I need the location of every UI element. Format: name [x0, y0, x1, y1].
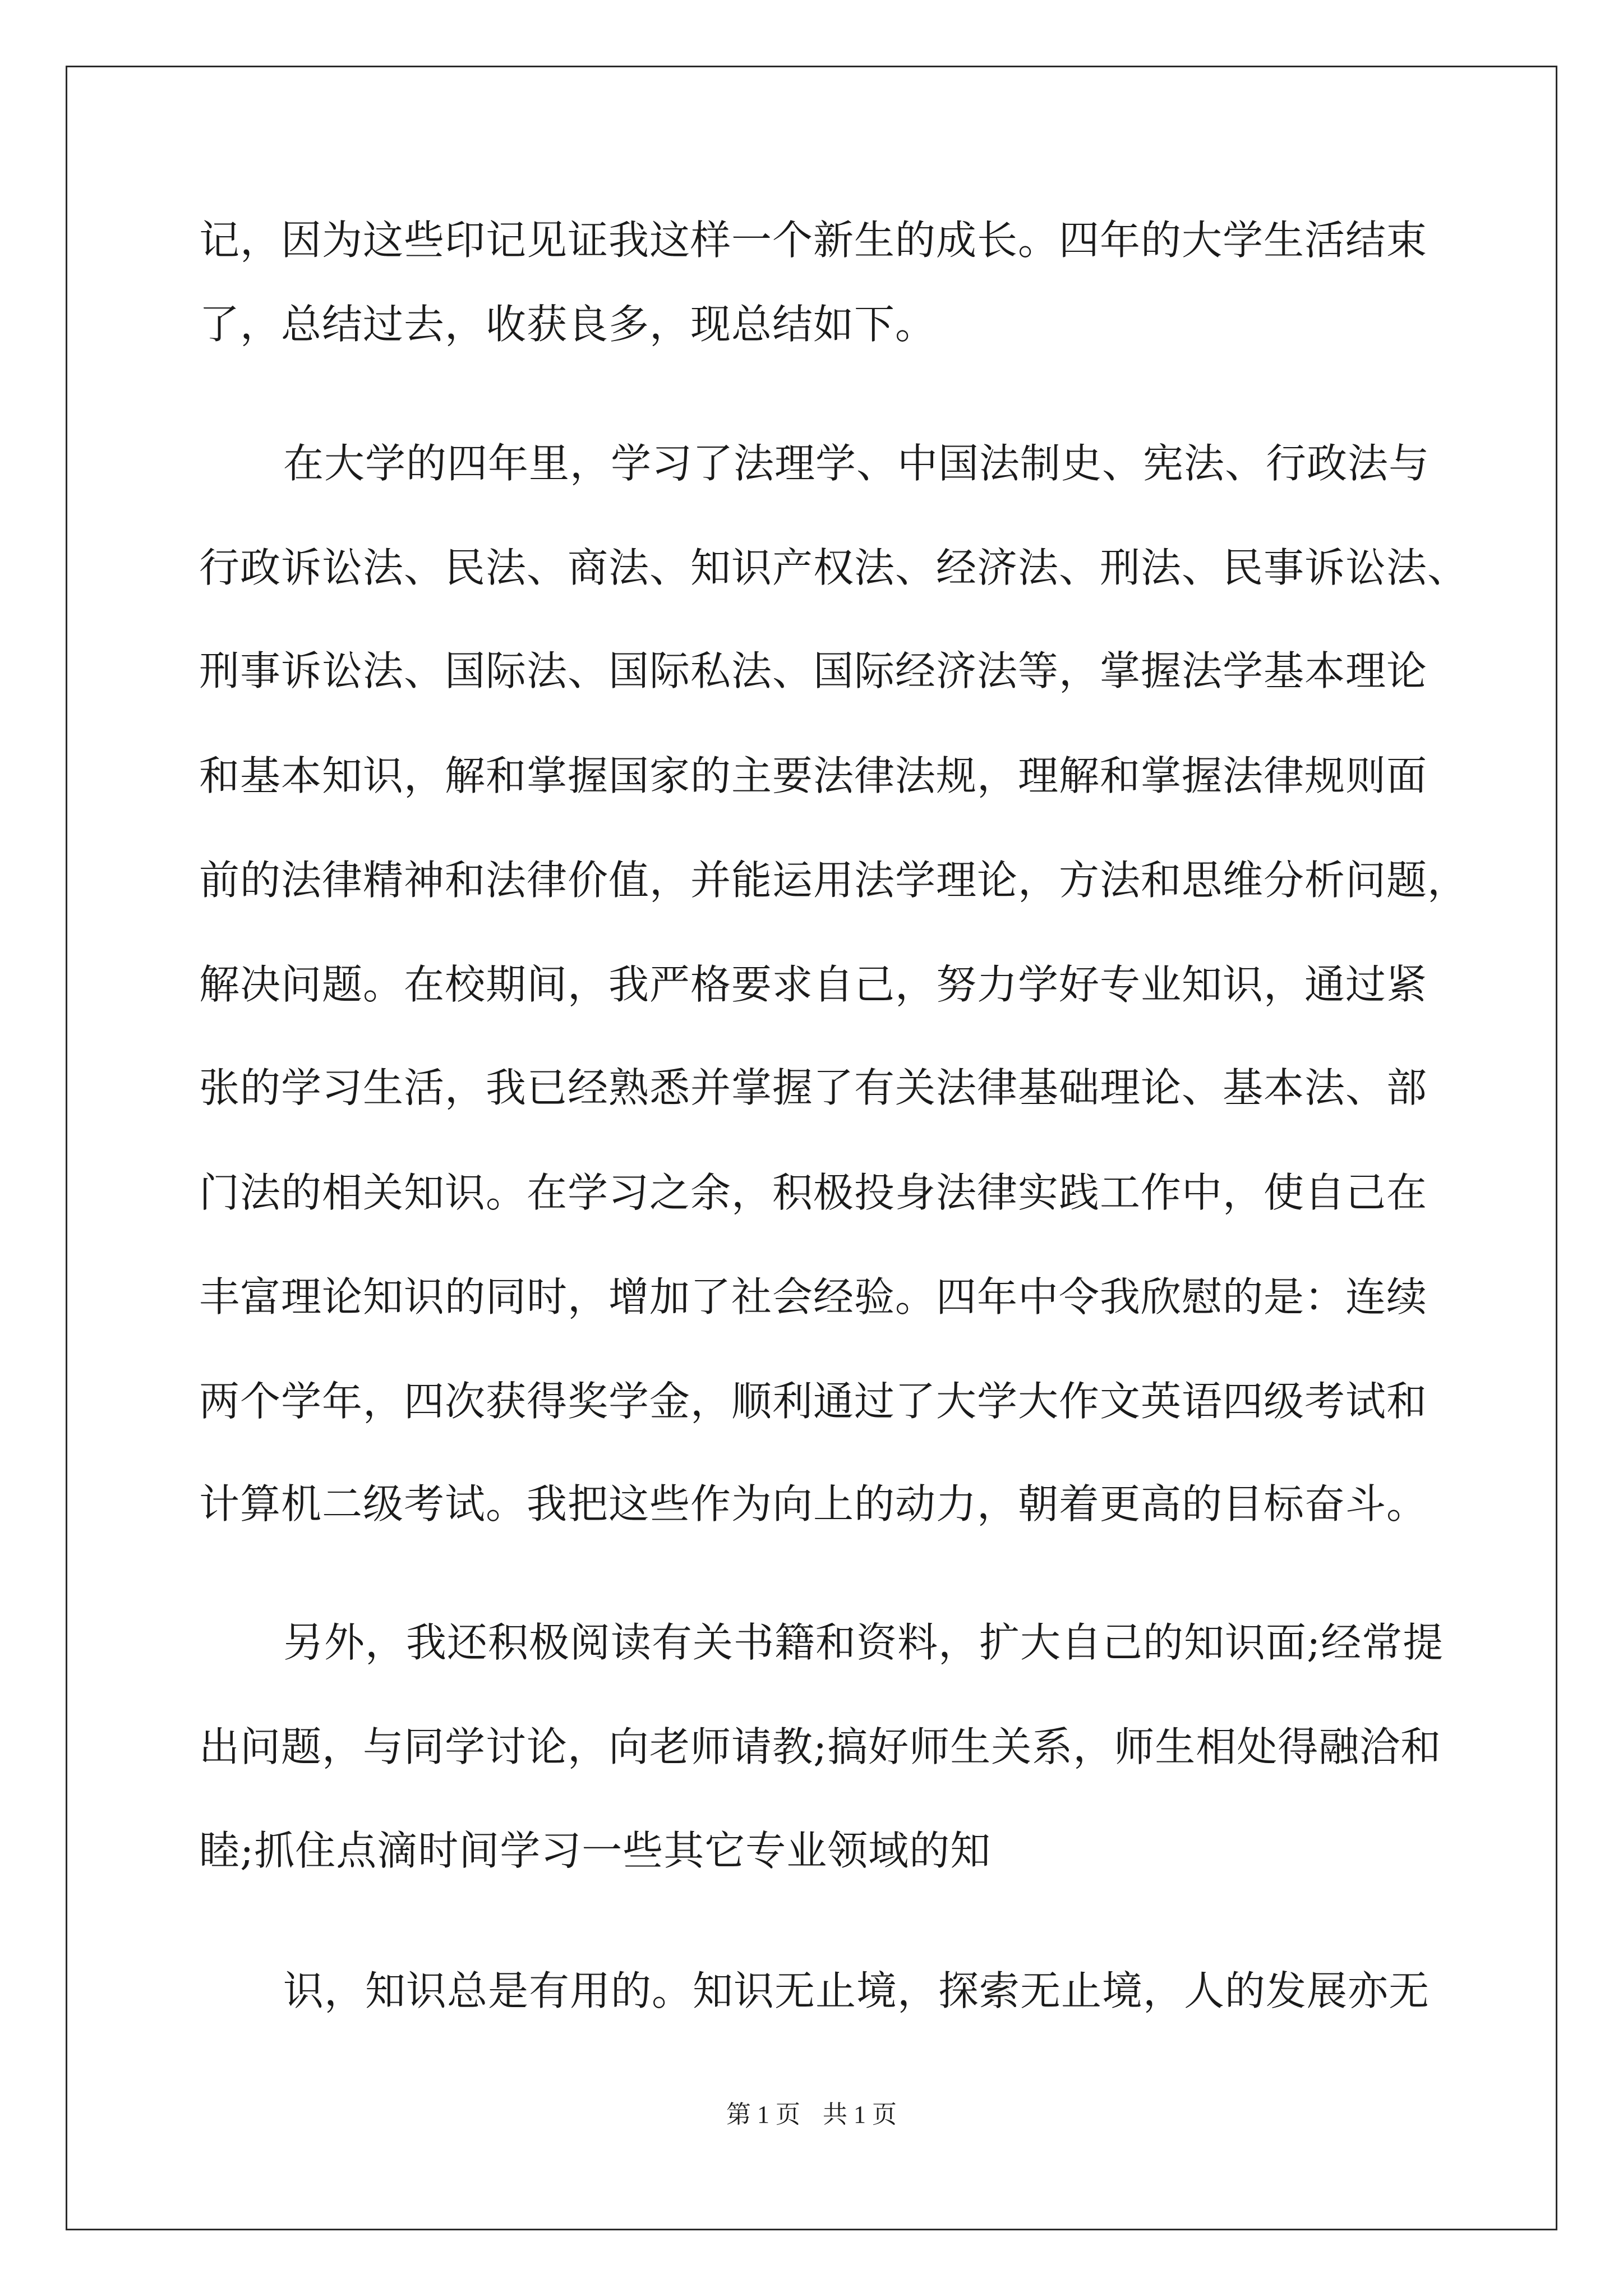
- text-line: 两个学年，四次获得奖学金，顺利通过了大学大作文英语四级考试和: [199, 1378, 1428, 1425]
- text-line: 张的学习生活，我已经熟悉并掌握了有关法律基础理论、基本法、部: [199, 1064, 1428, 1111]
- paragraph-start-line: 识，知识总是有用的。知识无止境，探索无止境，人的发展亦无: [283, 1967, 1430, 2014]
- text-line: 前的法律精神和法律价值，并能运用法学理论，方法和思维分析问题，: [199, 857, 1469, 904]
- text-line: 了，总结过去，收获良多，现总结如下。: [199, 301, 937, 348]
- text-line: 门法的相关知识。在学习之余，积极投身法律实践工作中，使自己在: [199, 1169, 1428, 1216]
- page-total: 共 1 页: [823, 2101, 897, 2128]
- paragraph-start-line: 在大学的四年里，学习了法理学、中国法制史、宪法、行政法与: [283, 440, 1430, 487]
- page-border: [66, 66, 1557, 2230]
- text-line: 记，因为这些印记见证我这样一个新生的成长。四年的大学生活结束: [199, 217, 1428, 264]
- text-line: 刑事诉讼法、国际法、国际私法、国际经济法等，掌握法学基本理论: [199, 647, 1428, 694]
- page-number: 第 1 页: [726, 2101, 800, 2128]
- text-line: 行政诉讼法、民法、商法、知识产权法、经济法、刑法、民事诉讼法、: [199, 544, 1469, 591]
- text-line: 出问题，与同学讨论，向老师请教;搞好师生关系，师生相处得融洽和: [199, 1723, 1442, 1770]
- paragraph-start-line: 另外，我还积极阅读有关书籍和资料，扩大自己的知识面;经常提: [283, 1619, 1444, 1666]
- text-line: 计算机二级考试。我把这些作为向上的动力，朝着更高的目标奋斗。: [199, 1480, 1428, 1527]
- text-line: 解决问题。在校期间，我严格要求自己，努力学好专业知识，通过紧: [199, 961, 1428, 1008]
- text-line: 丰富理论知识的同时，增加了社会经验。四年中令我欣慰的是：连续: [199, 1273, 1428, 1320]
- page-footer: [0, 2101, 1623, 2129]
- text-line: 和基本知识，解和掌握国家的主要法律法规，理解和掌握法律规则面: [199, 752, 1428, 799]
- text-line: 睦;抓住点滴时间学习一些其它专业领域的知: [199, 1827, 992, 1874]
